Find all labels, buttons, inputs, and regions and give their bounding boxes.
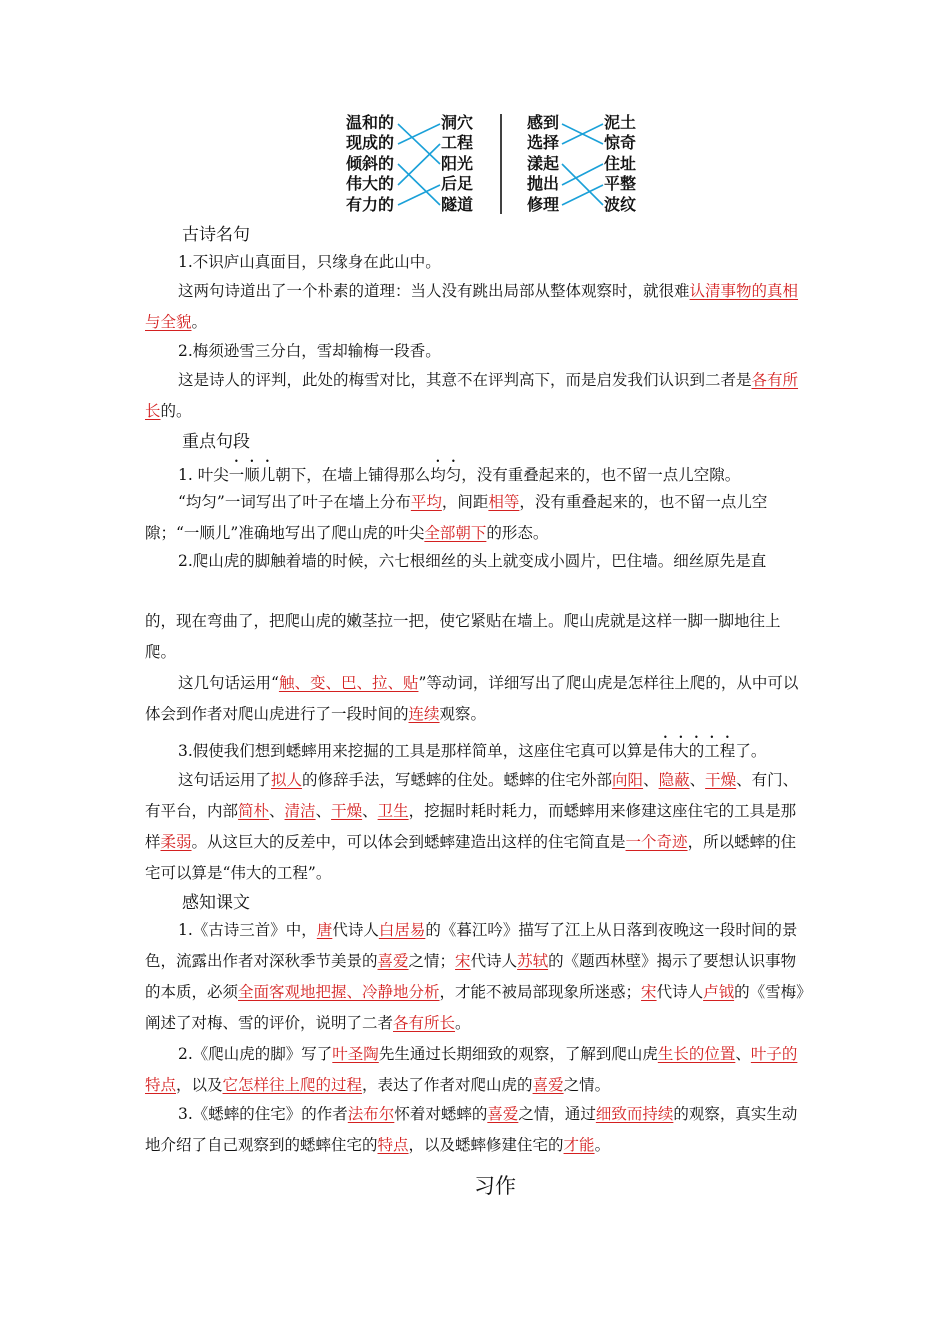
key-sentence-2b	[145, 606, 805, 668]
text-run: ，以及蟋蟀修建住宅的	[408, 1136, 564, 1154]
match-line	[398, 124, 440, 164]
key-explain-2	[145, 668, 805, 730]
poem-explain-2	[145, 365, 805, 427]
answer-blank: 触、变、巴、拉、贴	[278, 674, 419, 692]
answer-blank: 简朴	[238, 802, 270, 820]
text-run: 之情，通过	[518, 1105, 596, 1123]
text-run: ，没有重叠起来的，也不留一点儿空隙。	[461, 466, 741, 484]
text-run: 代诗人	[470, 952, 518, 970]
text-run: 这句话运用了	[178, 771, 272, 789]
key-sentence-2a	[145, 546, 805, 577]
match-word: 隧道	[441, 194, 474, 214]
text-run: 2.爬山虎的脚触着墙的时候，六七根细丝的头上就变成小圆片，巴住墙。细丝原先是直	[178, 552, 767, 570]
page-title: 习作	[474, 1174, 516, 1198]
answer-blank: 叶圣陶	[332, 1045, 379, 1063]
text-run: 观察。	[439, 705, 487, 723]
text-run: 2.梅须逊雪三分白，雪却输梅一段香。	[178, 342, 441, 360]
answer-blank: 唐	[316, 921, 333, 939]
match-word: 阳光	[441, 153, 474, 173]
match-word: 温和的	[346, 113, 395, 132]
answer-blank: 叶子的特点	[145, 1045, 798, 1094]
text-run: 之情；	[408, 952, 456, 970]
emphasized-word: 伟大的工程	[657, 742, 736, 760]
match-word: 平整	[604, 174, 637, 194]
text-run: 朝下，在墙上铺得那么	[275, 466, 431, 484]
text-run: 的《雪梅》阐述了对梅、雪的评价，说明了二者	[145, 983, 804, 1032]
text-run: 、有门、有平台，内部	[145, 771, 799, 820]
text-run: ，没有重叠起来的，也不留一点儿空隙；“一顺儿”准确地写出了爬山虎的叶尖	[145, 493, 768, 542]
match-word: 抛出	[527, 174, 560, 194]
text-run: 3.假使我们想到蟋蟀用来挖掘的工具是那样简单，这座住宅真可以算是	[178, 742, 658, 760]
answer-blank: 认清事物的真相与全貌	[145, 282, 799, 331]
text-run: 3.《蟋蟀的住宅》的作者	[178, 1105, 348, 1123]
text-run: 之情。	[563, 1076, 611, 1094]
match-word: 倾斜的	[346, 153, 395, 173]
text-run: 代诗人	[656, 983, 704, 1001]
poem-line-1	[145, 247, 805, 278]
text-run: 的形态。	[486, 524, 549, 542]
text-run: 的。	[160, 402, 192, 420]
answer-blank: 隐蔽	[658, 771, 690, 789]
section-heading-texts: 感知课文	[182, 893, 250, 913]
answer-blank: 一个奇迹	[625, 833, 688, 851]
answer-blank: 喜爱	[377, 952, 409, 970]
match-line	[398, 164, 440, 205]
match-word: 感到	[527, 113, 560, 132]
emphasized-word: 一顺儿	[228, 466, 276, 484]
text-run: 先生通过长期细致的观察，了解到爬山虎	[378, 1045, 658, 1063]
text-run: 1.《古诗三首》中，	[178, 921, 317, 939]
match-word: 泥土	[604, 113, 637, 132]
match-line	[398, 185, 440, 205]
match-word: 惊奇	[604, 133, 637, 153]
answer-blank: 各有所长	[393, 1014, 456, 1032]
match-line	[562, 164, 603, 185]
answer-blank: 各有所长	[145, 371, 799, 420]
answer-blank: 平均	[410, 493, 442, 511]
text-run: 怀着对蟋蟀的	[394, 1105, 488, 1123]
text-run: “均匀”一词写出了叶子在墙上分布	[178, 493, 411, 511]
key-sentence-1	[145, 457, 805, 491]
text-run: ，表达了作者对爬山虎的	[362, 1076, 533, 1094]
match-line	[562, 164, 603, 205]
text-run: ，间距	[441, 493, 489, 511]
match-word: 工程	[441, 133, 474, 153]
match-word: 波纹	[604, 194, 637, 214]
text-run: 2.《爬山虎的脚》写了	[178, 1045, 333, 1063]
text-run: 这两句诗道出了一个朴素的道理：当人没有跳出局部从整体观察时，就很难	[178, 282, 690, 300]
text-summary-1	[145, 915, 805, 1039]
answer-blank: 白居易	[378, 921, 426, 939]
text-run: 的，现在弯曲了，把爬山虎的嫩茎拉一把，使它紧贴在墙上。爬山虎就是这样一脚一脚地往上爬。	[145, 612, 781, 661]
match-line	[562, 185, 603, 205]
match-word: 现成的	[346, 133, 395, 153]
text-run: 的观察，真实生动地介绍了自己观察到的蟋蟀住宅的	[145, 1105, 798, 1154]
text-run: ，以及	[176, 1076, 223, 1094]
text-run: 这是诗人的评判，此处的梅雪对比，其意不在评判高下，而是启发我们认识到二者是	[178, 371, 752, 389]
answer-blank: 细致而持续	[595, 1105, 674, 1123]
answer-blank: 全部朝下	[424, 524, 487, 542]
key-sentence-3	[145, 733, 825, 767]
match-word: 住址	[604, 153, 637, 173]
match-word: 漾起	[527, 153, 560, 173]
match-word: 选择	[527, 133, 560, 153]
text-run: 、	[315, 802, 332, 820]
text-run: 1. 叶尖	[178, 466, 229, 484]
poem-explain-1	[145, 276, 805, 338]
text-run: 、	[269, 802, 285, 820]
match-lines	[0, 0, 950, 230]
answer-blank: 宋	[641, 983, 657, 1001]
key-explain-1	[145, 487, 805, 549]
answer-blank: 向阳	[612, 771, 644, 789]
text-run: 1.不识庐山真面目，只缘身在此山中。	[178, 253, 441, 271]
answer-blank: 相等	[488, 493, 520, 511]
emphasized-word: 均匀	[430, 466, 462, 484]
text-summary-2	[145, 1039, 805, 1101]
section-heading-key-sentences: 重点句段	[182, 432, 250, 452]
text-run: 。	[191, 313, 208, 331]
match-word: 修理	[527, 194, 560, 214]
text-run: 了。	[735, 742, 767, 760]
key-explain-3	[145, 765, 805, 889]
text-run: 、	[689, 771, 706, 789]
text-run: 的《暮江吟》描写了江上从日落到夜晚这一段时间的景色，流露出作者对深秋季节美景的	[145, 921, 798, 970]
poem-line-2	[145, 336, 805, 367]
text-summary-3	[145, 1099, 805, 1161]
answer-blank: 拟人	[271, 771, 303, 789]
text-run: ”等动词，详细写出了爬山虎是怎样往上爬的，从中可以体会到作者对爬山虎进行了一段时间的	[145, 674, 799, 723]
section-heading-poems: 古诗名句	[182, 225, 250, 245]
answer-blank: 特点	[377, 1136, 409, 1154]
text-run: 的修辞手法，写蟋蟀的住处。蟋蟀的住宅外部	[302, 771, 613, 789]
answer-blank: 法布尔	[347, 1105, 395, 1123]
answer-blank: 才能	[563, 1136, 595, 1154]
text-run: 。从这巨大的反差中，可以体会到蟋蟀建造出这样的住宅简直是	[191, 833, 626, 851]
text-run: 、	[735, 1045, 751, 1063]
match-word: 有力的	[346, 194, 395, 214]
text-run: 、	[362, 802, 378, 820]
match-line	[398, 144, 440, 185]
text-run: 代诗人	[332, 921, 379, 939]
text-run: 。	[455, 1014, 471, 1032]
answer-blank: 干燥	[705, 771, 737, 789]
answer-blank: 它怎样往上爬的过程	[222, 1076, 363, 1094]
text-run: 、	[643, 771, 659, 789]
text-run: 的《题西林壁》揭示了要想认识事物的本质，必须	[145, 952, 797, 1001]
answer-blank: 苏轼	[517, 952, 549, 970]
answer-blank: 喜爱	[532, 1076, 564, 1094]
match-word: 伟大的	[346, 174, 395, 194]
answer-blank: 干燥	[331, 802, 363, 820]
answer-blank: 生长的位置	[657, 1045, 736, 1063]
match-line	[398, 124, 440, 144]
answer-blank: 宋	[455, 952, 471, 970]
answer-blank: 柔弱	[160, 833, 192, 851]
match-word: 洞穴	[441, 113, 474, 132]
answer-blank: 卢钺	[703, 983, 735, 1001]
answer-blank: 全面客观地把握、冷静地分析	[238, 983, 440, 1001]
text-run: ，才能不被局部现象所迷惑；	[439, 983, 642, 1001]
text-run: ，挖掘时耗时耗力，而蟋蟀用来修建这座住宅的工具是那样	[145, 802, 797, 851]
match-word: 后足	[441, 174, 474, 194]
text-run: ，所以蟋蟀的住宅可以算是“伟大的工程”。	[145, 833, 797, 882]
text-run: 这几句话运用“	[178, 674, 279, 692]
answer-blank: 连续	[408, 705, 440, 723]
text-run: 。	[594, 1136, 611, 1154]
answer-blank: 卫生	[377, 802, 409, 820]
answer-blank: 喜爱	[487, 1105, 519, 1123]
answer-blank: 清洁	[284, 802, 316, 820]
